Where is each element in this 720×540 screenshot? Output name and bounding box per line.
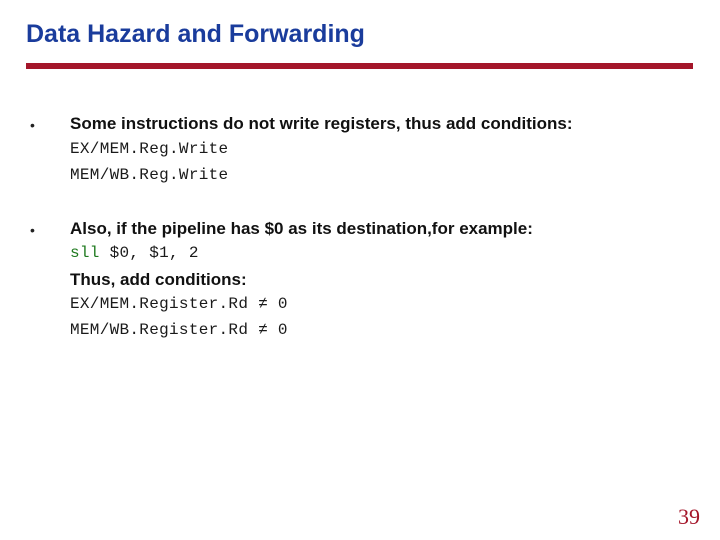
bullet-1-code-line-2: MEM/WB.Reg.Write — [70, 166, 229, 184]
bullet-2-marker: • — [30, 222, 35, 238]
bullet-1-text: Some instructions do not write registers, thus add conditions: — [70, 114, 573, 133]
bullet-1-code-line-1: EX/MEM.Reg.Write — [70, 140, 229, 158]
title-divider — [26, 63, 693, 69]
bullet-2-followup-text: Thus, add conditions: — [70, 270, 247, 289]
example-keyword: sll — [70, 244, 100, 262]
bullet-2-text: Also, if the pipeline has $0 as its destination,for example: — [70, 219, 533, 238]
page-number: 39 — [678, 504, 700, 529]
bullet-2-code-line-2: MEM/WB.Register.Rd ≠ 0 — [70, 321, 288, 339]
bullet-2-code-line-1: EX/MEM.Register.Rd ≠ 0 — [70, 295, 288, 313]
slide-title: Data Hazard and Forwarding — [26, 20, 365, 48]
bullet-1-marker: • — [30, 117, 35, 133]
example-args: $0, $1, 2 — [109, 244, 199, 262]
example-instruction — [70, 244, 199, 262]
